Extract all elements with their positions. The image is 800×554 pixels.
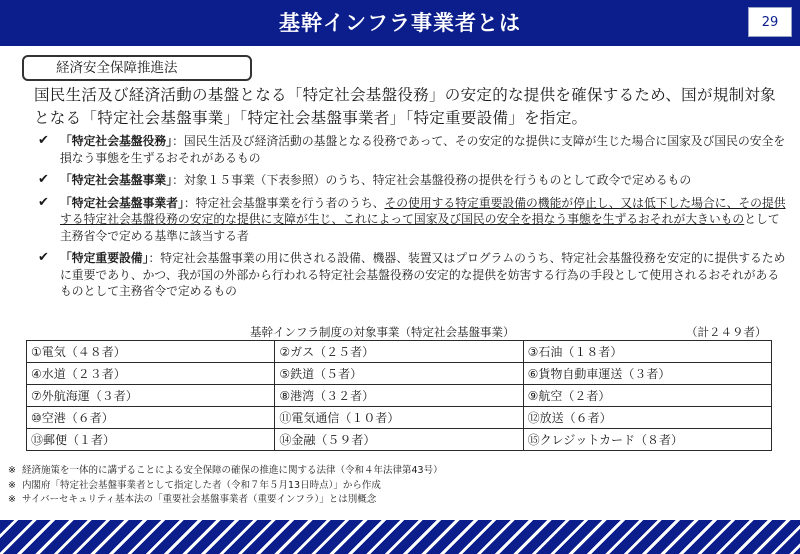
header-bar	[0, 0, 800, 46]
table-cell: ④水道（２３者）	[27, 363, 275, 385]
definition-text: ：国民生活及び経済活動の基盤となる役務であって、その安定的な提供に支障が生じた場合に国家及び国民の安全を損なう事態を生ずるおそれがあるもの	[60, 134, 786, 165]
definition-term: 「特定社会基盤役務」	[60, 134, 173, 148]
table-cell: ①電気（４８者）	[27, 341, 275, 363]
table-row	[27, 363, 772, 385]
law-tag: 経済安全保障推進法	[22, 55, 252, 81]
footer-stripe	[0, 520, 800, 554]
definition-text-underlined: その使用する特定重要設備の機能が停止し、又は低下した場合に、その提供する特定社会基盤役務の安定的な提供に支障が生じ、これによって国家及び国民の安全を損なう事態を生ずるおそれが大きいもの	[60, 195, 786, 226]
table-cell: ⑥貨物自動車運送（３者）	[523, 363, 771, 385]
table-cell: ③石油（１８者）	[523, 341, 771, 363]
table-caption: 基幹インフラ制度の対象事業（特定社会基盤事業）	[250, 325, 515, 339]
table-cell: ⑪電気通信（１０者）	[275, 407, 523, 429]
footnote-mark: ※	[8, 479, 16, 491]
table-cell: ⑭金融（５９者）	[275, 429, 523, 451]
table-row	[27, 341, 772, 363]
table-cell: ⑮クレジットカード（８者）	[523, 429, 771, 451]
footnote-text: 内閣府「特定社会基盤事業者として指定した者（令和７年５月13日時点）」から作成	[22, 479, 381, 491]
definition-item	[8, 133, 790, 166]
definition-list	[8, 133, 790, 306]
definition-text: ：特定社会基盤事業を行う者のうち、	[183, 195, 385, 210]
footnote	[8, 493, 443, 508]
definition-item	[8, 250, 790, 300]
table-cell: ②ガス（２５者）	[275, 341, 523, 363]
footnote-text: サイバーセキュリティ基本法の「重要社会基盤事業者（重要インフラ）」とは別概念	[22, 494, 377, 505]
page-title: 基幹インフラ事業者とは	[279, 11, 521, 35]
table-cell: ⑨航空（２者）	[523, 385, 771, 407]
definition-term: 「特定社会基盤事業」	[60, 173, 173, 187]
table-cell: ⑤鉄道（５者）	[275, 363, 523, 385]
definition-item	[8, 172, 790, 189]
table-cell: ⑫放送（６者）	[523, 407, 771, 429]
definition-item	[8, 195, 790, 245]
table-cell: ⑩空港（６者）	[27, 407, 275, 429]
footnote-mark: ※	[8, 465, 16, 476]
table-cell: ⑦外航海運（３者）	[27, 385, 275, 407]
checkmark-icon: ✔	[38, 133, 49, 148]
definition-text: として主務省令で定める基準に該当する者	[60, 212, 780, 243]
table-row	[27, 407, 772, 429]
lead-paragraph: 国民生活及び経済活動の基盤となる「特定社会基盤役務」の安定的な提供を確保するため、国が規制対象となる「特定社会基盤事業」「特定社会基盤事業者」「特定重要設備」を指定。	[34, 86, 776, 127]
definition-term: 「特定社会基盤事業者」	[60, 195, 184, 210]
checkmark-icon: ✔	[38, 250, 49, 265]
footnote-mark: ※	[8, 494, 16, 505]
footnotes	[8, 464, 443, 508]
table-row	[27, 429, 772, 451]
definition-term: 「特定重要設備」	[60, 251, 149, 265]
checkmark-icon: ✔	[38, 172, 49, 187]
definition-text: ：対象１５事業（下表参照）のうち、特定社会基盤役務の提供を行うものとして政令で定めるもの	[172, 173, 692, 187]
table-total: （計２４９者）	[686, 325, 767, 339]
footnote	[8, 464, 443, 479]
page-number: 29	[748, 7, 792, 37]
table-row	[27, 385, 772, 407]
checkmark-icon: ✔	[38, 194, 49, 210]
infrastructure-table	[26, 340, 772, 451]
definition-text: ：特定社会基盤事業の用に供される設備、機器、装置又はプログラムのうち、特定社会基盤役務を安定的に提供するために重要であり、かつ、我が国の外部から行われる特定社会基盤役務の安定的な提供を妨害する行為の手段として使用されるおそれがあるものとして主務省令で定めるもの	[60, 251, 786, 298]
footnote	[8, 479, 443, 494]
table-cell: ⑧港湾（３２者）	[275, 385, 523, 407]
footnote-text: 経済施策を一体的に講ずることによる安全保障の確保の推進に関する法律（令和４年法律第43号）	[22, 465, 443, 476]
table-cell: ⑬郵便（１者）	[27, 429, 275, 451]
